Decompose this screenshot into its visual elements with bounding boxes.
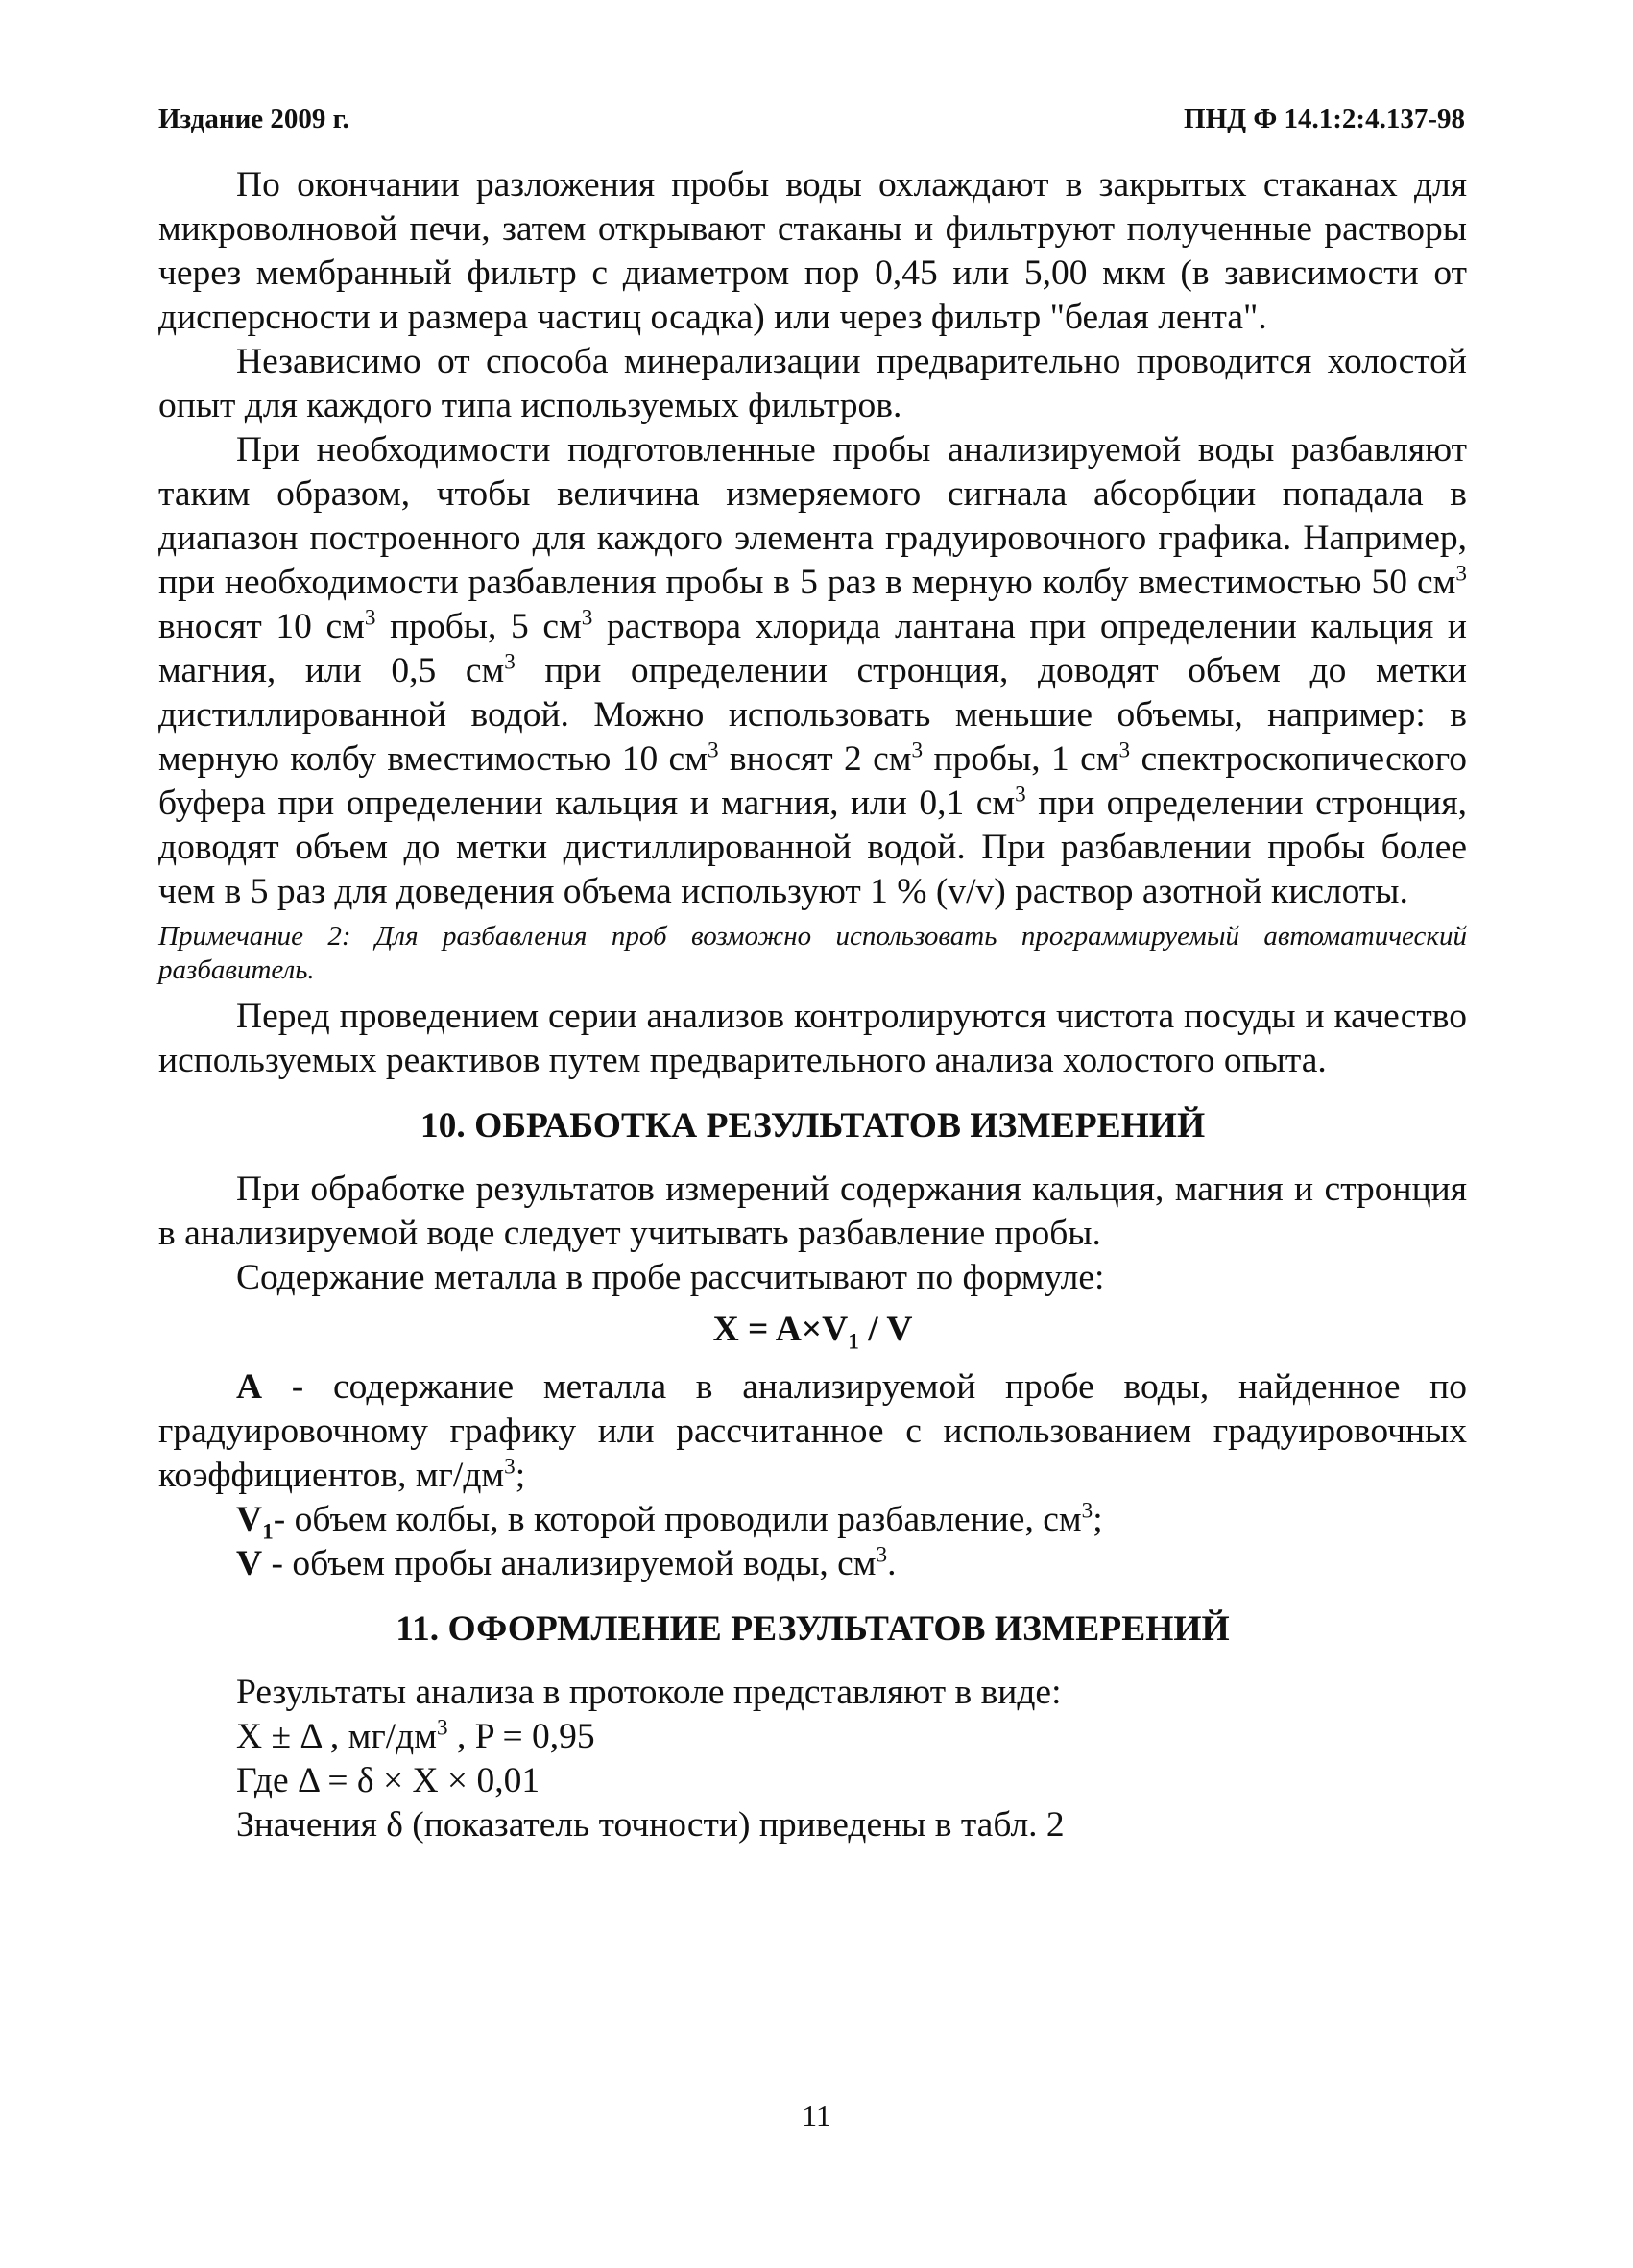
paragraph-blank-test: Независимо от способа минерализации предварительно проводится холостой опыт для каждого типа используемых фильтров. (158, 342, 1467, 425)
section-11-line-2: X ± Δ , $мг/дм^3$ , P = 0,95 (236, 1715, 595, 1756)
definition-v: V - объем пробы анализируемой воды, $см^3$. (236, 1542, 897, 1583)
page-body (158, 163, 1467, 1847)
section-11-title: 11. ОФОРМЛЕНИЕ РЕЗУЛЬТАТОВ ИЗМЕРЕНИЙ (396, 1609, 1230, 1649)
section-11-line-4: Значения δ (показатель точности) приведены в табл. 2 (236, 1805, 1065, 1845)
page-header (158, 104, 1465, 142)
section-11-line-3: Где Δ = δ × X × 0,01 (236, 1761, 540, 1800)
paragraph-quality-control: Перед проведением серии анализов контролируются чистота посуды и качество используемых реактивов путем предварительного анализа холостого опыта. (158, 997, 1467, 1080)
page-number: 11 (802, 2098, 831, 2133)
edition-label: Издание 2009 г. (158, 104, 349, 134)
paragraph-dilution: При необходимости подготовленные пробы анализируемой воды разбавляют таким образом, чтобы величина измеряемого сигнала абсорбции попадала в диапазон построенного для каждого элемента градуировочного графика. Например, при необходимости разбавления пробы в 5 раз в мерную колбу вместимостью 50 $см^3$ вносят 10 $см^3$ пробы, 5 $см^3$ раствора хлорида лантана при определении кальция и магния, или 0,5 $см^3$ при определении стронция, доводят объем до метки дистиллированной водой. Можно использовать меньшие объемы, например: в мерную колбу вместимостью 10 $см^3$ вносят 2 $см^3$ пробы, 1 $см^3$ спектроскопического буфера при определении кальция и магния, или 0,1 $см^3$ при определении стронция, доводят объем до метки дистиллированной водой. При разбавлении пробы более чем в 5 раз для доведения объема используют 1 % (v/v) раствор азотной кислоты. (158, 430, 1468, 911)
section-10-title: 10. ОБРАБОТКА РЕЗУЛЬТАТОВ ИЗМЕРЕНИЙ (420, 1106, 1206, 1146)
section-10-paragraph-2: Содержание металла в пробе рассчитывают по формуле: (236, 1258, 1105, 1297)
section-10-paragraph-1: При обработке результатов измерений содержания кальция, магния и стронция в анализируемой воде следует учитывать разбавление пробы. (158, 1170, 1467, 1253)
paragraph-filtration: По окончании разложения пробы воды охлаждают в закрытых стаканах для микроволновой печи, затем открывают стаканы и фильтруют полученные растворы через мембранный фильтр с диаметром пор 0,45 или 5,00 мкм (в зависимости от дисперсности и размера частиц осадка) или через фильтр "белая лента". (158, 165, 1467, 337)
document-code: ПНД Ф 14.1:2:4.137-98 (1184, 104, 1465, 134)
formula: $X = A\times V_1 / V$ (712, 1310, 913, 1355)
definition-v1: $V_1-$ объем колбы, в которой проводили разбавление, $см^3$; (236, 1498, 1103, 1545)
section-11-line-1: Результаты анализа в протоколе представляют в виде: (236, 1673, 1062, 1712)
definition-a: A - содержание металла в анализируемой пробе воды, найденное по градуировочному графику или рассчитанное с использованием градуировочных коэффициентов, $мг/дм^3$; (158, 1367, 1467, 1495)
note-2: Примечание 2: Для разбавления проб возможно использовать программируемый автоматический разбавитель. (158, 921, 1467, 985)
